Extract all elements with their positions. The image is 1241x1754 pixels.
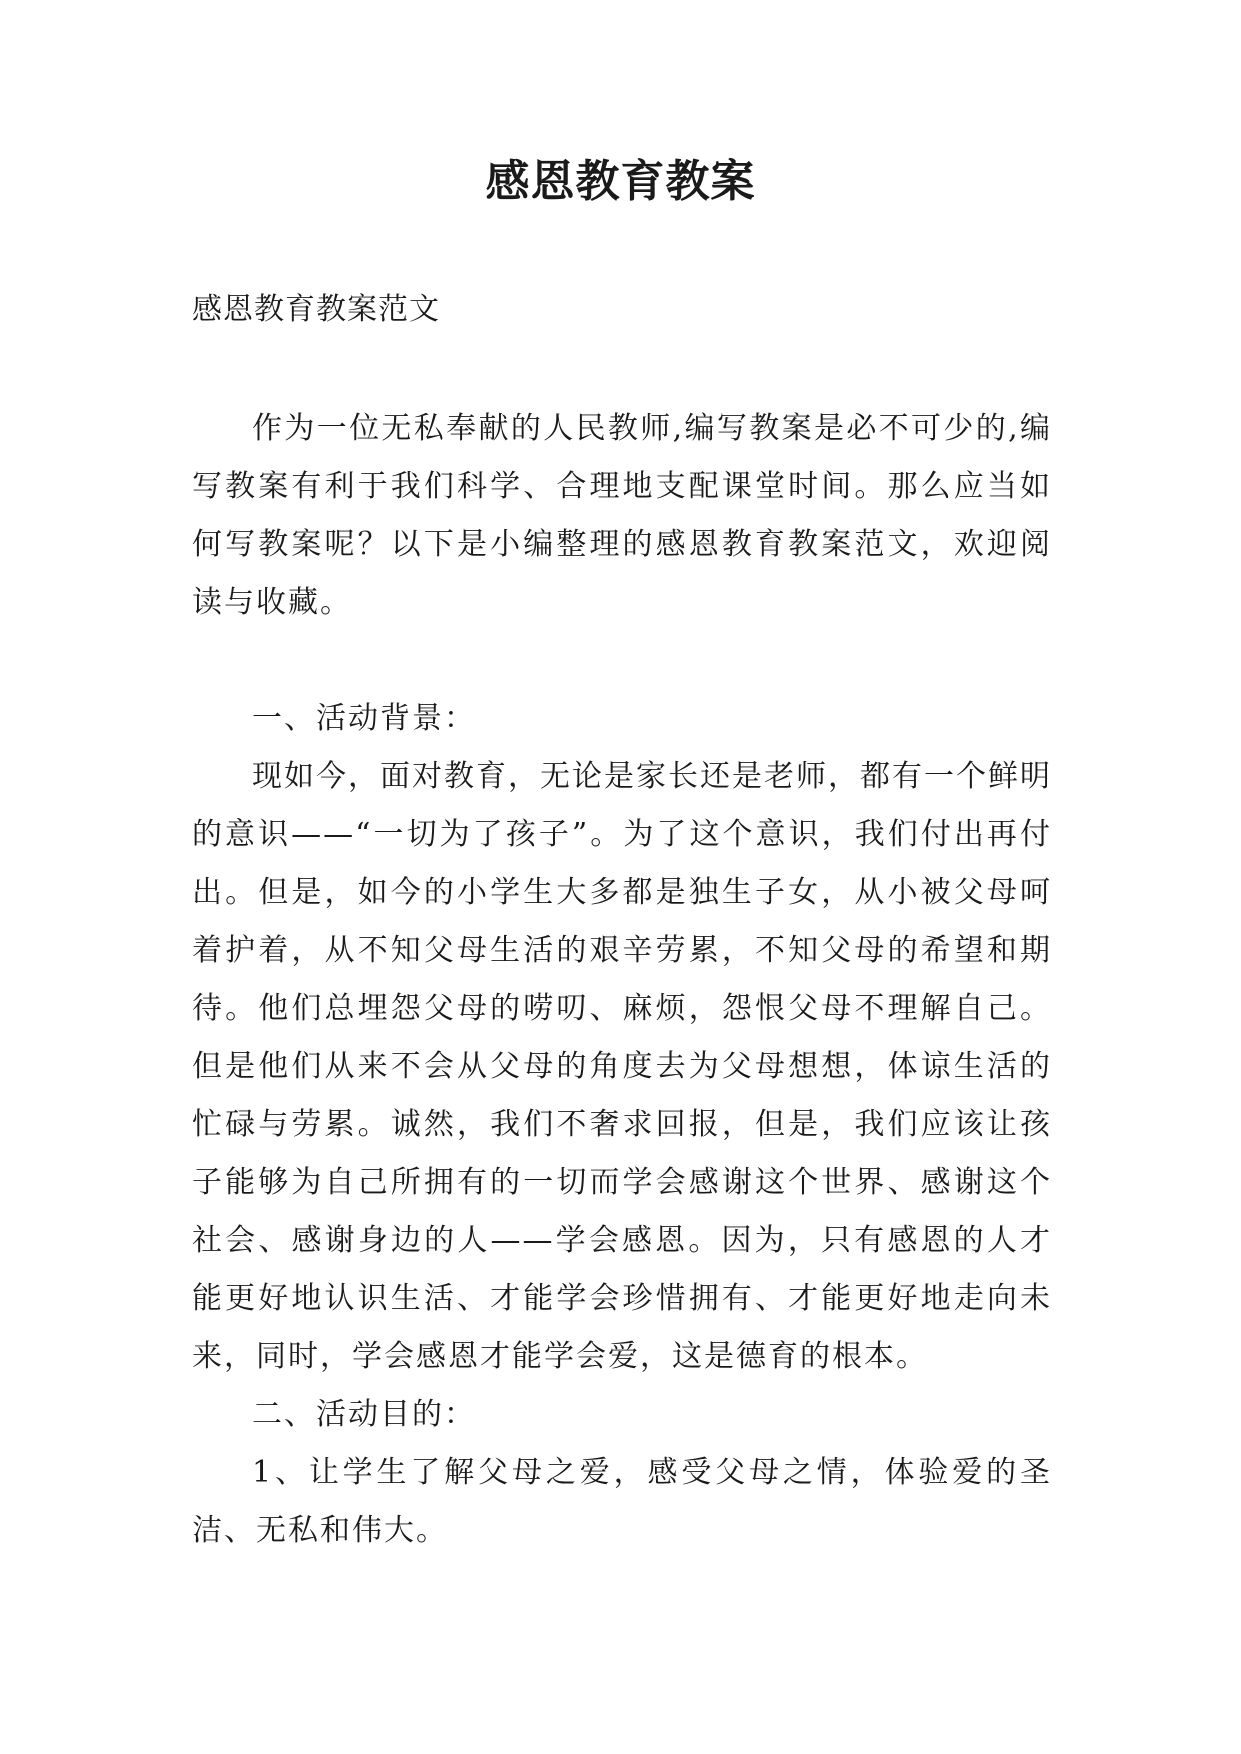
- document-body: [192, 400, 1052, 1560]
- document-subtitle: 感恩教育教案范文: [192, 292, 440, 327]
- intro-paragraph: 作为一位无私奉献的人民教师,编写教案是必不可少的,编写教案有利于我们科学、合理地支配课堂时间。那么应当如何写教案呢？以下是小编整理的感恩教育教案范文，欢迎阅读与收藏。: [192, 411, 1052, 620]
- background-paragraph: 现如今，面对教育，无论是家长还是老师，都有一个鲜明的意识——“一切为了孩子”。为了这个意识，我们付出再付出。但是，如今的小学生大多都是独生子女，从小被父母呵着护着，从不知父母生活的艰辛劳累，不知父母的希望和期待。他们总埋怨父母的唠叨、麻烦，怨恨父母不理解自己。但是他们从来不会从父母的角度去为父母想想，体谅生活的忙碌与劳累。诚然，我们不奢求回报，但是，我们应该让孩子能够为自己所拥有的一切而学会感谢这个世界、感谢这个社会、感谢身边的人——学会感恩。因为，只有感恩的人才能更好地认识生活、才能学会珍惜拥有、才能更好地走向未来，同时，学会感恩才能学会爱，这是德育的根本。: [192, 759, 1052, 1374]
- section-heading-background: 一、活动背景：: [252, 701, 476, 736]
- purpose-item-1: 1、让学生了解父母之爱，感受父母之情，体验爱的圣洁、无私和伟大。: [192, 1455, 1052, 1548]
- paragraph-gap: [192, 632, 1052, 690]
- document-title: 感恩教育教案: [485, 156, 756, 207]
- section-heading-purpose: 二、活动目的：: [252, 1397, 476, 1432]
